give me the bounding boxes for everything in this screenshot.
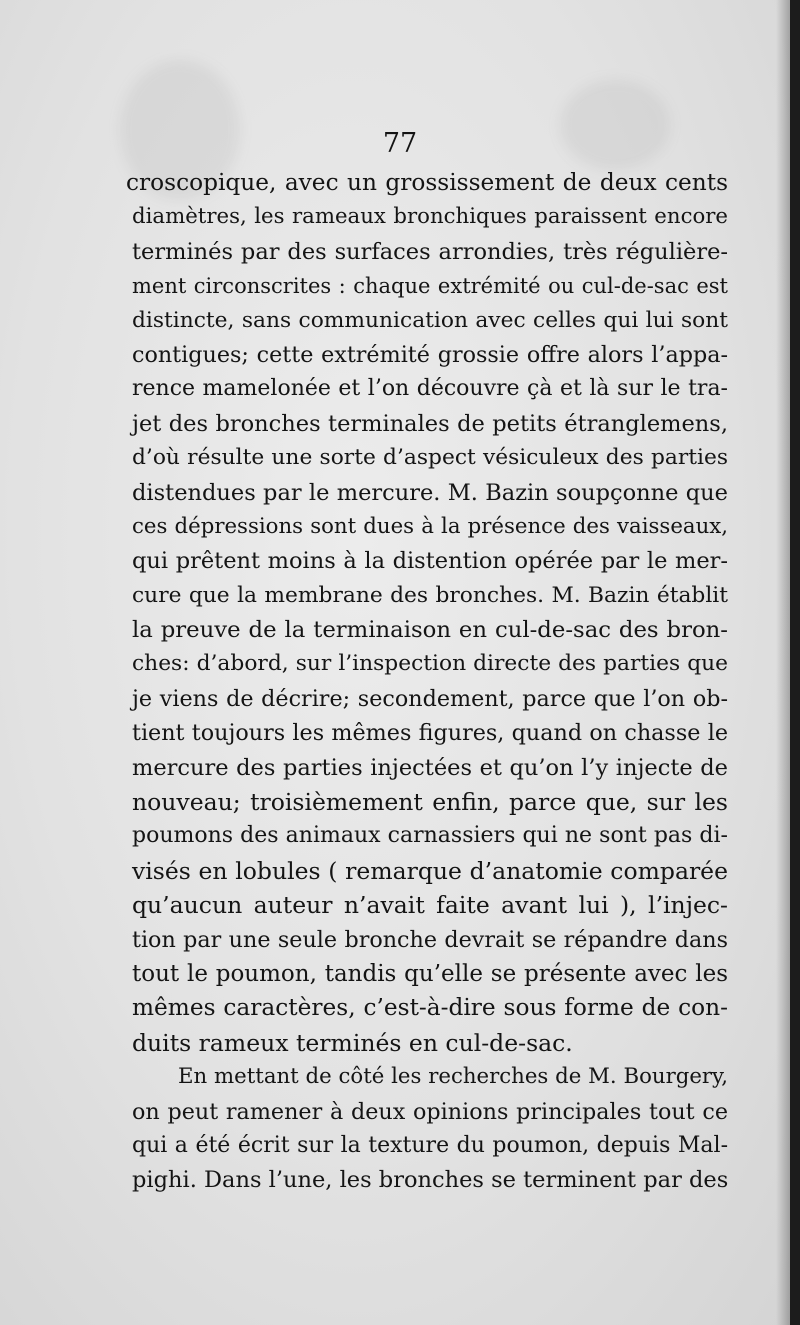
text-line: En mettant de côté les recherches de M. Bourgery,	[178, 1064, 728, 1090]
text-line: tient toujours les mêmes figures, quand on chasse le	[132, 720, 728, 747]
text-line: mercure des parties injectées et qu’on l’y injecte de	[132, 754, 728, 781]
page-number: 77	[382, 128, 418, 159]
text-line: croscopique, avec un grossissement de deux cents	[126, 169, 728, 196]
text-line: qui a été écrit sur la texture du poumon, depuis Mal-	[132, 1132, 728, 1158]
page-edge-shadow	[776, 0, 790, 1325]
text-line: cure que la membrane des bronches. M. Bazin établit	[132, 582, 728, 608]
text-line: visés en lobules ( remarque d’anatomie comparée	[132, 856, 728, 885]
text-line: poumons des animaux carnassiers qui ne sont pas di-	[132, 823, 728, 849]
text-line: pighi. Dans l’une, les bronches se terminent par des	[132, 1167, 729, 1194]
text-line: d’où résulte une sorte d’aspect vésiculeux des parties	[132, 445, 728, 471]
text-line: ches: d’abord, sur l’inspection directe des parties que	[132, 651, 728, 677]
text-line: duits rameux terminés en cul-de-sac.	[132, 1028, 573, 1057]
text-line: rence mamelonée et l’on découvre çà et là sur le tra-	[132, 376, 728, 402]
text-line: tout le poumon, tandis qu’elle se présente avec les	[132, 960, 728, 987]
text-line: qu’aucun auteur n’avait faite avant lui ), l’injec-	[132, 891, 728, 920]
text-line: on peut ramener à deux opinions principales tout ce	[132, 1098, 728, 1125]
text-line: nouveau; troisièmement enfin, parce que, sur les	[132, 788, 728, 817]
page-body-text	[126, 166, 729, 1198]
text-line: mêmes caractères, c’est-à-dire sous forme de con-	[132, 994, 728, 1022]
text-line: je viens de décrire; secondement, parce que l’on ob-	[132, 685, 728, 712]
text-line: jet des bronches terminales de petits étranglemens,	[132, 410, 728, 437]
text-line: distincte, sans communication avec celles qui lui sont	[132, 307, 728, 333]
text-line: terminés par des surfaces arrondies, très régulière-	[132, 238, 728, 265]
text-line: tion par une seule bronche devrait se répandre dans	[132, 926, 728, 953]
text-line: la preuve de la terminaison en cul-de-sac des bron-	[132, 617, 728, 644]
text-line: distendues par le mercure. M. Bazin soupçonne que	[132, 479, 728, 506]
text-line: contigues; cette extrémité grossie offre alors l’appa-	[132, 341, 728, 368]
text-line: diamètres, les rameaux bronchiques paraissent encore	[132, 204, 728, 230]
text-line: qui prêtent moins à la distention opérée par le mer-	[132, 548, 728, 575]
text-line: ment circonscrites : chaque extrémité ou cul-de-sac est	[132, 274, 728, 299]
text-line: ces dépressions sont dues à la présence des vaisseaux,	[132, 513, 728, 539]
